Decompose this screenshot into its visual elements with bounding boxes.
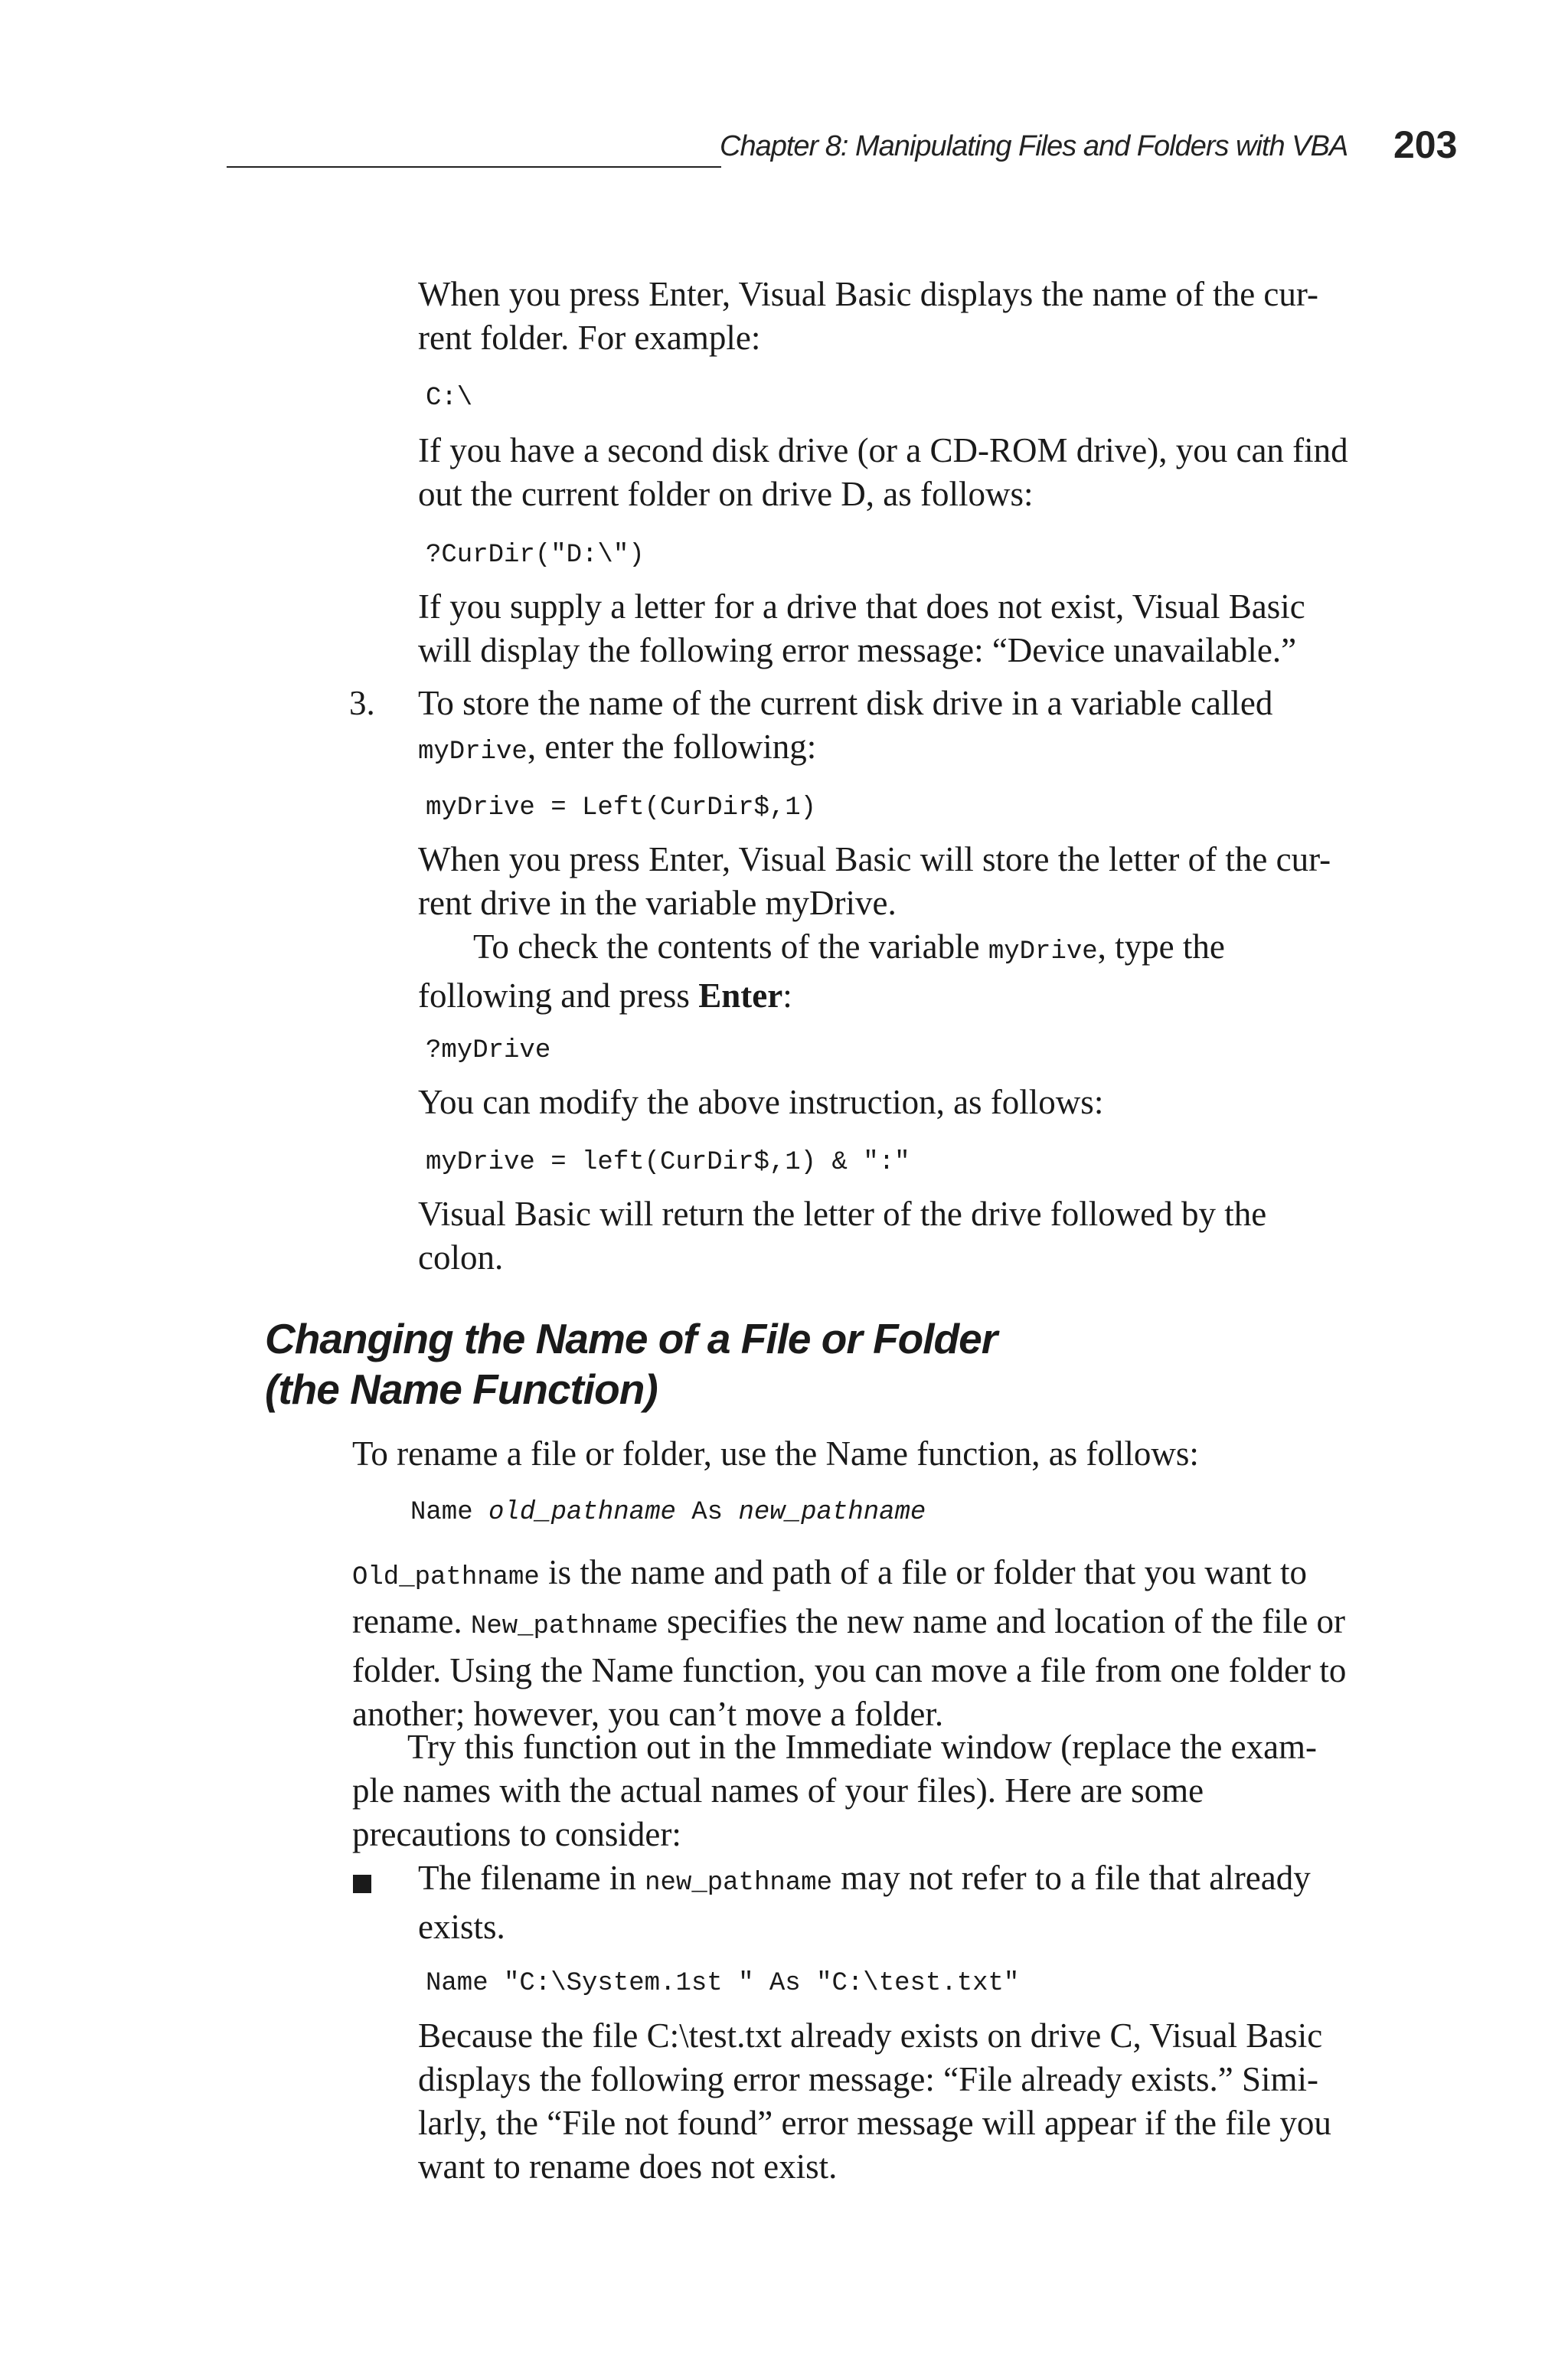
paragraph-current-folder xyxy=(418,273,1318,360)
text-segment: The filename in xyxy=(418,1859,645,1897)
code-example-curdir-d: ?CurDir("D:\") xyxy=(426,541,645,570)
inline-code: new_pathname xyxy=(645,1869,832,1898)
text-segment: rename. xyxy=(352,1602,471,1640)
code-argument: old_pathname xyxy=(488,1498,676,1527)
text-line: another; however, you can’t move a folder. xyxy=(352,1695,944,1733)
inline-code: myDrive xyxy=(418,737,528,767)
running-header-chapter-title: Chapter 8: Manipulating Files and Folders with VBA xyxy=(720,130,1348,162)
step-number: 3. xyxy=(349,684,375,722)
text-segment: To check the contents of the variable xyxy=(473,927,988,966)
text-line: will display the following error message: “Device unavailable.” xyxy=(418,631,1297,669)
bold-key-label: Enter xyxy=(698,976,783,1015)
inline-code: Old_pathname xyxy=(352,1563,540,1592)
code-example-c-drive: C:\ xyxy=(426,384,473,413)
text-line: You can modify the above instruction, as follows: xyxy=(418,1083,1104,1121)
bullet-item-filename xyxy=(418,1856,1311,1949)
text-line: To rename a file or folder, use the Name function, as follows: xyxy=(352,1434,1199,1473)
text-segment: may not refer to a file that already xyxy=(831,1859,1311,1897)
paragraph-second-drive xyxy=(418,429,1348,516)
text-line: out the current folder on drive D, as follows: xyxy=(418,475,1034,513)
text-line: If you have a second disk drive (or a CD-ROM drive), you can find xyxy=(418,431,1348,469)
text-segment: : xyxy=(782,976,792,1015)
section-heading xyxy=(265,1313,997,1414)
code-example-left-curdir: myDrive = Left(CurDir$,1) xyxy=(426,793,817,823)
text-line: When you press Enter, Visual Basic will store the letter of the cur- xyxy=(418,840,1331,878)
code-keyword: Name xyxy=(410,1498,489,1527)
text-segment: is the name and path of a file or folder that you want to xyxy=(539,1553,1308,1591)
text-line: exists. xyxy=(418,1908,505,1946)
text-line: displays the following error message: “File already exists.” Simi- xyxy=(418,2060,1318,2098)
paragraph-name-arguments xyxy=(352,1551,1346,1736)
text-line: ple names with the actual names of your files). Here are some xyxy=(352,1771,1204,1810)
code-example-mydrive-colon: myDrive = left(CurDir$,1) & ":" xyxy=(426,1148,910,1177)
text-line: Because the file C:\test.txt already exists on drive C, Visual Basic xyxy=(418,2016,1323,2055)
text-line: want to rename does not exist. xyxy=(418,2147,838,2186)
paragraph-return-letter xyxy=(418,1192,1266,1280)
paragraph-file-exists xyxy=(418,2014,1331,2189)
step-3-text xyxy=(418,682,1272,774)
text-line: rent folder. For example: xyxy=(418,319,761,357)
code-example-name-system: Name "C:\System.1st " As "C:\test.txt" xyxy=(426,1969,1020,1998)
text-line: precautions to consider: xyxy=(352,1815,681,1853)
paragraph-try-function xyxy=(352,1725,1317,1856)
heading-line: (the Name Function) xyxy=(265,1365,658,1413)
text-segment: , type the xyxy=(1097,927,1225,966)
heading-line: Changing the Name of a File or Folder xyxy=(265,1315,998,1362)
text-line: Try this function out in the Immediate window (replace the exam- xyxy=(407,1728,1318,1766)
text-segment: , enter the following: xyxy=(527,728,817,766)
header-rule xyxy=(227,166,721,168)
text-line: folder. Using the Name function, you can move a file from one folder to xyxy=(352,1651,1347,1689)
paragraph-rename-intro xyxy=(352,1432,1199,1476)
text-line: colon. xyxy=(418,1238,504,1277)
paragraph-store-drive-letter xyxy=(418,838,1331,1018)
page-number: 203 xyxy=(1393,123,1458,166)
paragraph-modify-instruction xyxy=(418,1081,1103,1124)
inline-code: myDrive xyxy=(988,937,1098,966)
code-argument: new_pathname xyxy=(738,1498,926,1527)
code-example-mydrive: ?myDrive xyxy=(426,1036,551,1065)
text-line: When you press Enter, Visual Basic displays the name of the cur- xyxy=(418,275,1318,313)
text-line: To store the name of the current disk drive in a variable called xyxy=(418,684,1273,722)
text-line: Visual Basic will return the letter of the drive followed by the xyxy=(418,1195,1267,1233)
paragraph-device-unavailable xyxy=(418,585,1305,672)
bullet-square-icon xyxy=(353,1875,371,1893)
code-syntax-name xyxy=(410,1497,926,1528)
text-segment: following and press xyxy=(418,976,699,1015)
inline-code: New_pathname xyxy=(470,1612,658,1641)
text-line: If you supply a letter for a drive that does not exist, Visual Basic xyxy=(418,587,1305,626)
text-line: rent drive in the variable myDrive. xyxy=(418,884,897,922)
text-line: larly, the “File not found” error message will appear if the file you xyxy=(418,2104,1331,2142)
code-keyword: As xyxy=(675,1498,739,1527)
text-segment: specifies the new name and location of the file or xyxy=(658,1602,1345,1640)
